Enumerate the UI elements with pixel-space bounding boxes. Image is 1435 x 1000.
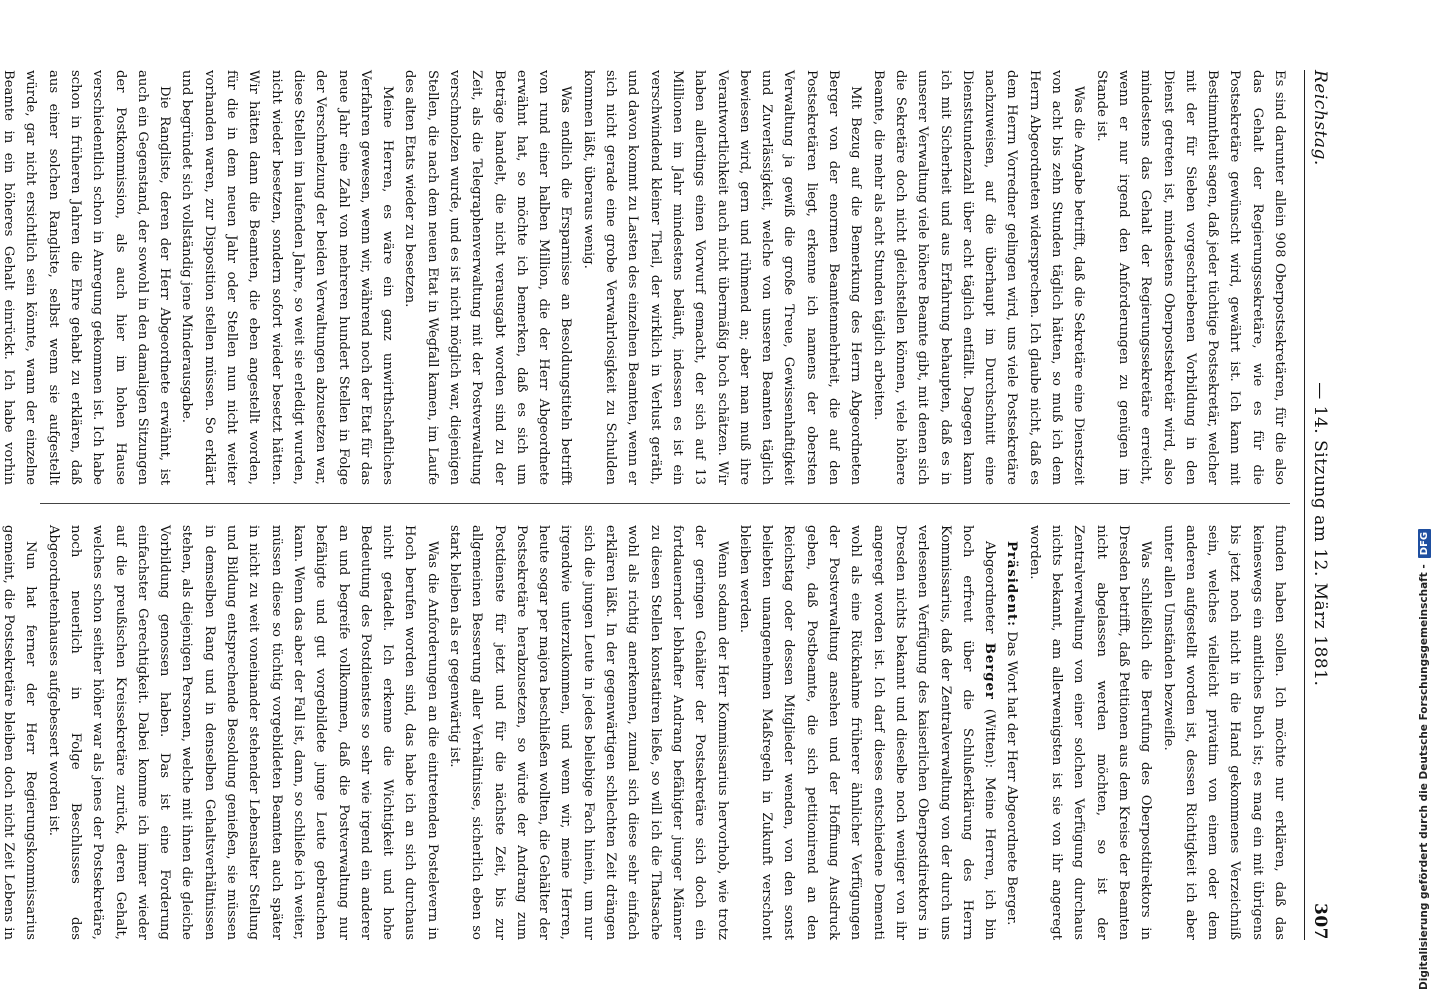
- left-column: [1, 70, 1290, 485]
- paragraph: Was die Anforderungen an die eintretenden Postelevern in Hoch berufen worden sind, das habe ich an sich durchaus nicht getadelt. Ich erkenne die Wichtigkeit und hohe Bedeutung des Postdienstes so sehr wie irgend ein anderer an und begreife vollkommen, daß die Postverwaltung nur befähigte und gut vorgebildete junge Leute gebrauchen kann. Wenn das aber der Fall ist, dann, so schließe ich weiter, müssen diese so tüchtig vorgebildeten Beamten auch später in nicht zu weit voneinander stehender Lebensalter Stellung und Bildung entsprechende Besoldung genießen, sie müssen in demselben Rang und in denselben Gehaltsverhältnissen stehen, als diejenigen Personen, welche mit ihnen die gleiche Vorbildung genossen haben. Das ist eine Forderung einfachster Gerechtigkeit. Dabei komme ich immer wieder auf die preußischen Kreissekretäre zurück, deren Gehalt, welches schon seither höher war als jenes der Postsekretäre, noch neuerlich in Folge Beschlusses des Abgeordnetenhauses aufgebessert worden ist.: [45, 525, 440, 940]
- header-rule: [1304, 70, 1305, 940]
- paragraph: Die Rangliste, deren der Herr Abgeordnete erwähnt, ist auch ein Gegenstand, der sowohl in den damaligen Sitzungen der Postkommission, als auch hier im hohen Hause verschiedentlich schon in Anregung gekommen ist. Ich habe schon in früheren Jahren die Ehre gehabt zu erklären, daß aus einer solchen Rangliste, selbst wenn sie aufgestellt würde, gar nicht ersichtlich sein könnte, wann der einzelne Beamte in ein höheres Gehalt einrückt. Ich habe vorhin: [1, 70, 173, 485]
- paragraph: Was die Angabe betrifft, daß die Sekretäre eine Dienstzeit von acht bis zehn Stunden täglich hätten, so muß ich dem Herrn Abgeordneten widersprechen. Ich glaube nicht, daß es dem Herrn Vorredner gelingen wird, uns viele Postsekretäre nachzuweisen, auf die überhaupt im Durchschnitt eine Dienststundenzahl über acht täglich entfällt. Dagegen kann ich mit Sicherheit und aus Erfahrung behaupten, daß es in unserer Verwaltung viele höhere Beamte gibt, mit denen sich die Sekretäre doch nicht gleichstellen können, viele höhere Beamte, die mehr als acht Stunden täglich arbeiten.: [870, 70, 1087, 485]
- president-text: Das Wort hat der Herr Abgeordnete Berger.: [1004, 631, 1020, 926]
- paragraph: Was schließlich die Berufung des Oberpostdirektors in Dresden betrifft, daß Petitionen aus dem Kreise der Beamten nicht abgelassen werden möchten, so ist der Zentralverwaltung von einer solchen Verfügung durchaus nichts bekannt, am allerwenigsten ist sie von ihr angeregt worden.: [1026, 525, 1154, 940]
- header-session: — 14. Sitzung am 12. März 1881.: [1310, 382, 1330, 687]
- paragraph: funden haben sollen. Ich möchte nur erklären, daß das keineswegs ein amtliches Buch ist; es mag ein mit übrigens bis jetzt noch nicht in die Hand gekommenes Verzeichniß sein, welches vielleicht privatim von einem oder dem anderen aufgestellt worden ist, dessen Richtigkeit ich aber unter allen Umständen bezweifle.: [1160, 525, 1287, 940]
- speech-text: (Witten): Meine Herren, ich bin hoch erfreut über die Schlußerklärung des Herrn Kommissarius, daß der Zentralverwaltung von der durch uns verlesenen Verfügung des kaiserlichen Oberpostdirektors in Dresden nichts bekannt und dieselbe noch weniger von ihr angeregt worden ist. Ich darf dieses entschiedene Dementi wohl als eine Rücknahme früherer ähnlicher Verfügungen der Postverwaltung ansehen und der Hoffnung Ausdruck geben, daß Postbeamte, die sich petitionirend an den Reichstag oder dessen Mitglieder wenden, von den sonst beliebten unangenehmen Maßregeln in Zukunft verschont bleiben werden.: [736, 525, 998, 940]
- credit-text: Digitalisierung gefördert durch die Deutsche Forschungsgemeinschaft -: [1418, 564, 1430, 990]
- speaker-label: Präsident:: [1004, 541, 1020, 628]
- paragraph: Nun hat ferner der Herr Regierungskommissarius gemeint, die Postsekretäre bleiben doch nicht Zeit Lebens in: [1, 525, 39, 940]
- paragraph: Meine Herren, es wäre ein ganz unwirthschaftliches Verfahren gewesen, wenn wir, während noch der Etat für das neue Jahr eine Zahl von mehreren hundert Stellen in Folge der Verschmelzung der beiden Verwaltungen abzusetzen war, diese Stellen im laufenden Jahre, so weit sie erledigt wurden, nicht wieder besetzen, sondern sofort wieder besetzt hätten. Wir hätten dann die Beamten, die eben angestellt worden, für die in dem neuen Jahr oder Stellen nun nicht weiter vorhanden waren, zur Disposition stellen müssen. So erklärt und begründet sich vollständig jene Minderausgabe.: [179, 70, 396, 485]
- paragraph: Mit Bezug auf die Bemerkung des Herrn Abgeordneten Berger von der enormen Beamtenmehrheit, die auf den Postsekretären liegt, erkenne ich namens der obersten Verwaltung ja gewiß die große Treue, Gewissenhaftigkeit und Zuverlässigkeit, welche von unseren Beamten täglich bewiesen wird, gern und rühmend an; aber man muß ihre Verantwortlichkeit auch nicht übermäßig hoch schätzen. Wir haben allerdings einen Vorwurf gemacht, der sich auf 13 Millionen im Jahr mindestens beläuft, indessen es ist ein verschwindend kleiner Theil, der wirklich in Verlust geräth, und davon kommt zu Lasten des einzelnen Beamten, wenn er sich nicht gerade eine grobe Verwahrlosigkeit zu Schulden kommen läßt, überaus wenig.: [580, 70, 864, 485]
- president-remark: [1000, 525, 1022, 940]
- paragraph: Was endlich die Ersparnisse an Besoldungstiteln betrifft von rund einer halben Million, die der Herr Abgeordnete erwähnt hat, so möchte ich bemerken, daß es sich um Beträge handelt, die nicht verausgabt worden sind zu der Zeit, als die Telegraphenverwaltung mit der Postverwaltung verschmolzen wurde, und es ist nicht möglich war, diejenigen Stellen, die nach dem neuen Etat in Wegfall kamen, im Laufe des alten Etats wieder zu besetzen.: [402, 70, 574, 485]
- column-divider: [40, 503, 1290, 504]
- paragraph: Wenn sodann der Herr Kommissarius hervorhob, wie trotz der geringen Gehälter der Postsekretäre sich doch ein fortdauernder lebhafter Andrang befähigter junger Männer zu diesen Stellen konstatiren ließe, so will ich die Thatsache wohl als richtig anerkennen, zumal sich diese sehr einfach erklären läßt. In der gegenwärtigen schlechten Zeit drängen sich die jungen Leute in jedes beliebige Fach hinein, um nur irgendwie unterzukommen, und wenn wir, meine Herren, heute sogar per majora beschließen wollten, die Gehälter der Postsekretäre herabzusetzen, so würde der Andrang zum Postdienste für jetzt und für die nächste Zeit, bis zur allgemeinen Besserung aller Verhältnisse, sicherlich eben so stark bleiben als er gegenwärtig ist.: [447, 525, 730, 940]
- page-number: 307: [1310, 903, 1330, 940]
- header-title: Reichstag.: [1310, 70, 1330, 166]
- page-header: [1310, 70, 1340, 940]
- right-column: [1, 525, 1290, 940]
- dfg-logo: DFG: [1418, 529, 1431, 558]
- speaker-name: Berger: [982, 642, 998, 700]
- digitization-credit: [1410, 0, 1432, 1000]
- speech-opening: [733, 525, 1001, 940]
- paragraph: Es sind darunter allein 908 Oberpostsekretären, für die also das Gehalt der Regierungssekretäre, wie es für die Postsekretäre gewünscht wird, gewährt ist. Ich kann mit Bestimmtheit sagen, daß jeder tüchtige Postsekretär, welcher mit der für Sieben vorgeschriebenen Vorbildung in den Dienst getreten ist, mindestens Oberpostsekretär wird, also mindestens das Gehalt der Regierungssekretäre erreicht, wenn er nur irgend den Anforderungen zu genügen im Stande ist.: [1093, 70, 1287, 485]
- speaker-role: Abgeordneter: [982, 541, 998, 634]
